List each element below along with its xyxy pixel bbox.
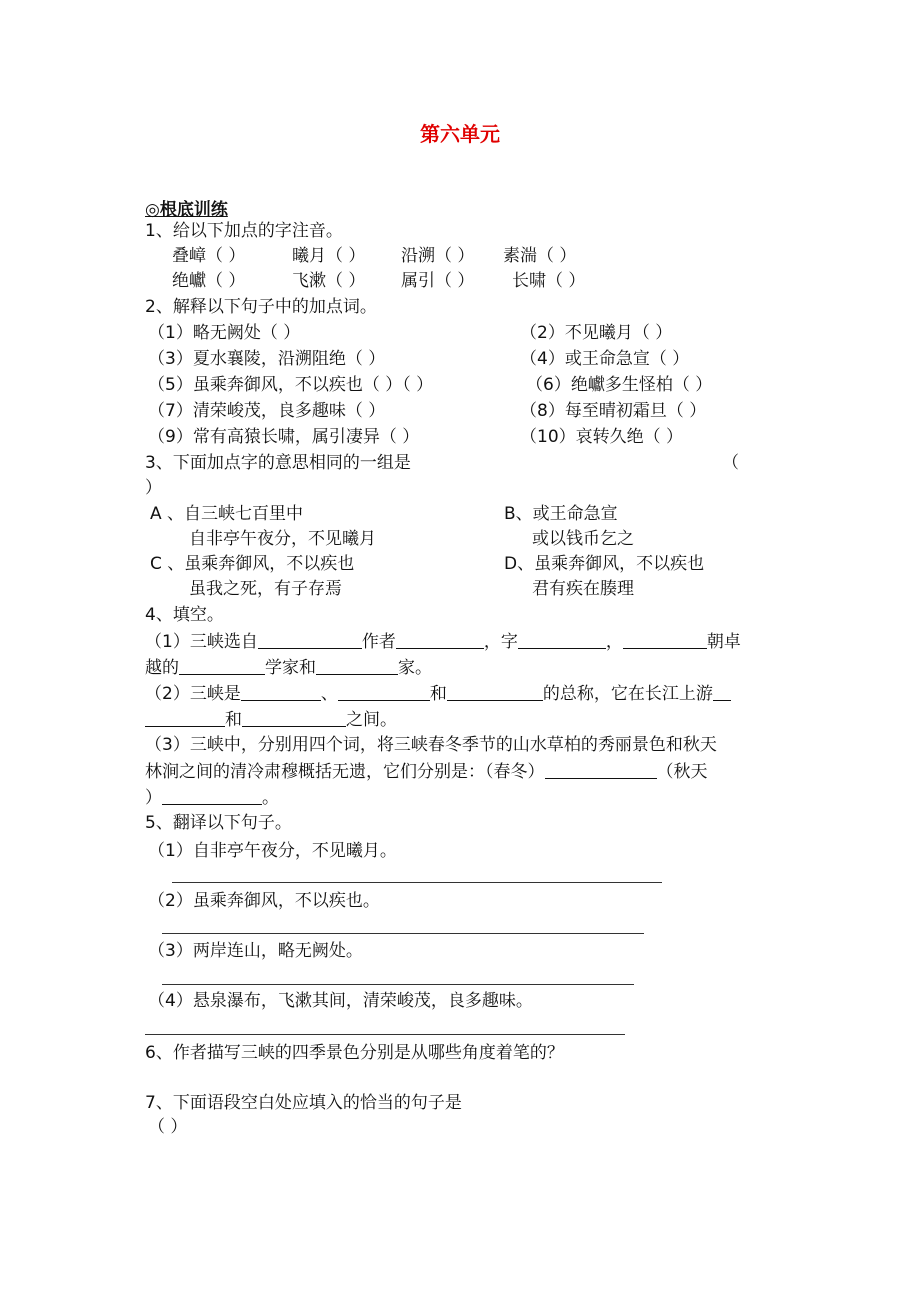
fill-blank[interactable] [545, 760, 657, 779]
answer-line[interactable] [172, 882, 662, 883]
q2-item: （1）略无阙处（ ） [148, 323, 301, 343]
q4-p2-text: 的总称，它在长江上游 [542, 684, 713, 704]
q1-item: 叠嶂（ ） [172, 246, 246, 266]
q4-p3-line3 [145, 786, 279, 809]
q2-item: （3）夏水襄陵，沿溯阻绝（ ） [148, 349, 386, 369]
q5-sentence: （4）悬泉瀑布，飞漱其间，清荣峻茂，良多趣味。 [148, 991, 533, 1011]
q5-sentence: （2）虽乘奔御风，不以疾也。 [148, 891, 380, 911]
q4-prompt: 4、填空。 [145, 605, 224, 625]
q4-p1-line1 [145, 630, 741, 653]
q2-item: （2）不见曦月（ ） [520, 323, 673, 343]
q3-option-a-line2: 自非亭午夜分，不见曦月 [189, 529, 376, 549]
q4-p1-text: 作者 [361, 632, 396, 652]
q1-item: 飞漱（ ） [292, 271, 366, 291]
q2-item: （4）或王命急宣（ ） [520, 349, 690, 369]
fill-blank[interactable] [713, 682, 731, 701]
q4-p3-line1: （3）三峡中，分别用四个词，将三峡春冬季节的山水草柏的秀丽景色和秋天 [145, 735, 717, 755]
q3-option-a: A 、自三峡七百里中 [150, 504, 304, 524]
q7-answer-paren: （ ） [148, 1117, 188, 1137]
q4-p1-text: 学家和 [265, 658, 316, 678]
fill-blank[interactable] [241, 682, 321, 701]
q1-item: 属引（ ） [401, 271, 475, 291]
q3-option-c-line2: 虽我之死，有子存焉 [189, 579, 342, 599]
q4-p3-text: ） [145, 788, 162, 808]
q2-item: （5）虽乘奔御风，不以疾也（ ）（ ） [148, 375, 434, 395]
q2-item: （7）清荣峻茂，良多趣味（ ） [148, 401, 386, 421]
q2-item: （8）每至晴初霜旦（ ） [520, 401, 707, 421]
q5-sentence: （1）自非亭午夜分，不见曦月。 [148, 841, 397, 861]
q3-answer-paren-open: （ [722, 453, 739, 473]
q4-p3-text: 。 [262, 788, 279, 808]
q4-p1-text: 越的 [145, 658, 179, 678]
q4-p1-text: ， [605, 632, 623, 652]
q5-sentence: （3）两岸连山，略无阙处。 [148, 941, 363, 961]
answer-line[interactable] [145, 1034, 625, 1035]
q4-p3-text: （秋天 [656, 762, 708, 782]
fill-blank[interactable] [623, 630, 707, 649]
q4-p1-text: ，字 [483, 632, 518, 652]
fill-blank[interactable] [179, 656, 265, 675]
q5-prompt: 5、翻译以下句子。 [145, 813, 292, 833]
fill-blank[interactable] [518, 630, 606, 649]
q3-option-b-line2: 或以钱币乞之 [532, 529, 634, 549]
fill-blank[interactable] [162, 786, 262, 805]
q3-answer-paren-close: ） [145, 478, 162, 498]
q3-option-c: C 、虽乘奔御风，不以疾也 [150, 554, 355, 574]
q1-prompt: 1、给以下加点的字注音。 [145, 221, 343, 241]
q2-prompt: 2、解释以下句子中的加点词。 [145, 297, 377, 317]
fill-blank[interactable] [447, 682, 543, 701]
q1-item: 素湍（ ） [503, 246, 577, 266]
q4-p1-line2 [145, 656, 432, 679]
q4-p2-line1 [145, 682, 731, 705]
q4-p2-text: （2）三峡是 [145, 684, 241, 704]
q2-item: （6）绝巘多生怪柏（ ） [526, 375, 713, 395]
q4-p1-text: 家。 [398, 658, 432, 678]
answer-line[interactable] [162, 984, 634, 985]
q4-p2-text: 和 [429, 684, 447, 704]
q3-prompt: 3、下面加点字的意思相同的一组是 [145, 453, 411, 473]
q4-p3-text: 林涧之间的清冷肃穆概括无遗，它们分别是：（春冬） [145, 762, 545, 782]
q4-p3-line2 [145, 760, 708, 783]
q3-option-d: D、虽乘奔御风，不以疾也 [504, 554, 705, 574]
section-heading: ◎根底训练 [145, 200, 228, 220]
q2-item: （9）常有高猿长啸，属引凄异（ ） [148, 427, 420, 447]
fill-blank[interactable] [316, 656, 398, 675]
page-title: 第六单元 [420, 122, 500, 146]
fill-blank[interactable] [145, 708, 225, 727]
q7-prompt: 7、下面语段空白处应填入的恰当的句子是 [145, 1093, 462, 1113]
q4-p2-text: 和 [225, 710, 242, 730]
q3-option-b: B、或王命急宣 [504, 504, 618, 524]
q1-item: 绝巘（ ） [172, 271, 246, 291]
fill-blank[interactable] [258, 630, 362, 649]
fill-blank[interactable] [242, 708, 346, 727]
q4-p1-text: 朝卓 [706, 632, 741, 652]
q4-p2-text: 之间。 [346, 710, 397, 730]
q4-p1-text: （1）三峡选自 [145, 632, 258, 652]
fill-blank[interactable] [396, 630, 484, 649]
q4-p2-line2 [145, 708, 397, 731]
q6-prompt: 6、作者描写三峡的四季景色分别是从哪些角度着笔的？ [145, 1043, 564, 1063]
q2-item: （10）哀转久绝（ ） [520, 427, 684, 447]
q1-item: 长啸（ ） [512, 271, 586, 291]
answer-line[interactable] [162, 933, 644, 934]
fill-blank[interactable] [338, 682, 430, 701]
q4-p2-text: 、 [320, 684, 338, 704]
q3-option-d-line2: 君有疾在腠理 [532, 579, 634, 599]
q1-item: 曦月（ ） [292, 246, 366, 266]
q1-item: 沿溯（ ） [401, 246, 475, 266]
